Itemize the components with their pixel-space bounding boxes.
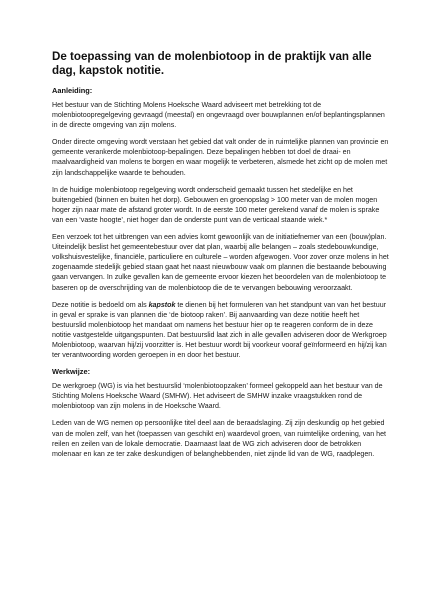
section-heading-werkwijze: Werkwijze: — [52, 367, 91, 377]
paragraph: Een verzoek tot het uitbrengen van een advies komt gewoonlijk van de initiatiefnemer van een (bouw)plan. Uiteindelijk beslist het gemeentebestuur over dat plan, waarbij alle belangen – zoals stedebouwkundige, volkshuisvestelijke, financiële, particuliere en culturele – worden afgewogen. Voor zover onze molens in het zogenaamde stedelijk gebied staan gaat het naast nieuwbouw vaak om plannen die bestaande bebouwing gaan vervangen. In zulke gevallen kan de gemeente ervoor kiezen het beoordelen van de molenbiotoop te baseren op de overschrijding van de molenbiotoop die de te vervangen bebouwing veroorzaakt. — [52, 233, 389, 292]
paragraph-text-start: Deze notitie is bedoeld om als — [52, 300, 149, 309]
document-title: De toepassing van de molenbiotoop in de praktijk van alle dag, kapstok notitie. — [52, 50, 372, 77]
section-heading-aanleiding: Aanleiding: — [52, 86, 93, 95]
paragraph — [52, 300, 390, 361]
document-page — [52, 50, 390, 466]
paragraph: De werkgroep (WG) is via het bestuurslid ‘molenbiotoopzaken’ formeel gekoppeld aan het bestuur van de Stichting Molens Hoeksche Waard (SMHW). Het adviseert de SMHW inzake vraagstukken rond de molenbiotoop van zijn molens in de Hoeksche Waard. — [52, 382, 383, 411]
paragraph: Het bestuur van de Stichting Molens Hoeksche Waard adviseert met betrekking tot de molenbiotoopregelgeving gevraagd (meestal) en ongevraagd over bouwplannen en/of beplantingsplannen in de directe omgeving van zijn molens. — [52, 101, 385, 130]
paragraph: In de huidige molenbiotoop regelgeving wordt onderscheid gemaakt tussen het stedelijke en het buitengebied (binnen en buiten het dorp). Gebouwen en groenopslag > 100 meter van de molen mogen hoger zijn naar mate de afstand groter wordt. In de eerste 100 meter gerekend vanaf de molen is sprake van een ‘vaste hoogte’, niet hoger dan de onderste punt van de verticaal staande wiek.* — [52, 185, 380, 224]
paragraph: Onder directe omgeving wordt verstaan het gebied dat valt onder de in ruimtelijke plannen van provincie en gemeente verankerde molenbiotoop-bepalingen. Deze bepalingen hebben tot doel de draai- en maalvaardigheid van molens te borgen en waar mogelijk te verbeteren, alsmede het zicht op de molen met zijn landschappelijke waarde te behouden. — [52, 138, 389, 177]
paragraph-text-end: te dienen bij het formuleren van het standpunt van van het bestuur in geval er sprake is van plannen die ‘de biotoop raken’. Bij aanvaarding van deze notitie heeft het bestuurslid molenbiotoop het mandaat om namens het bestuur hier op te reageren conform de in deze notitie vastgestelde uitgangspunten. Dat bestuurslid laat zich in alle gevallen adviseren door de Werkgroep Molenbiotoop, waarvan hij/zij voorzitter is. Het bestuur wordt bij voorkeur vooraf geïnformeerd en hij/zij kan ter verantwoording worden geroepen in en door het bestuur. — [52, 300, 387, 360]
keyword-kapstok: kapstok — [148, 300, 176, 309]
paragraph: Leden van de WG nemen op persoonlijke titel deel aan de beraadslaging. Zij zijn deskundig op het gebied van de molen zelf, van het (toepassen van geschikt en) waardevol groen, van ruimtelijke ordening, van het reilen en zeilen van de lokale democratie. Daarnaast laat de WG zich adviseren door de betrokken molenaar en kan ze ter zake deskundigen of belanghebbenden, niet zijnde lid van de WG, raadplegen. — [52, 419, 386, 458]
